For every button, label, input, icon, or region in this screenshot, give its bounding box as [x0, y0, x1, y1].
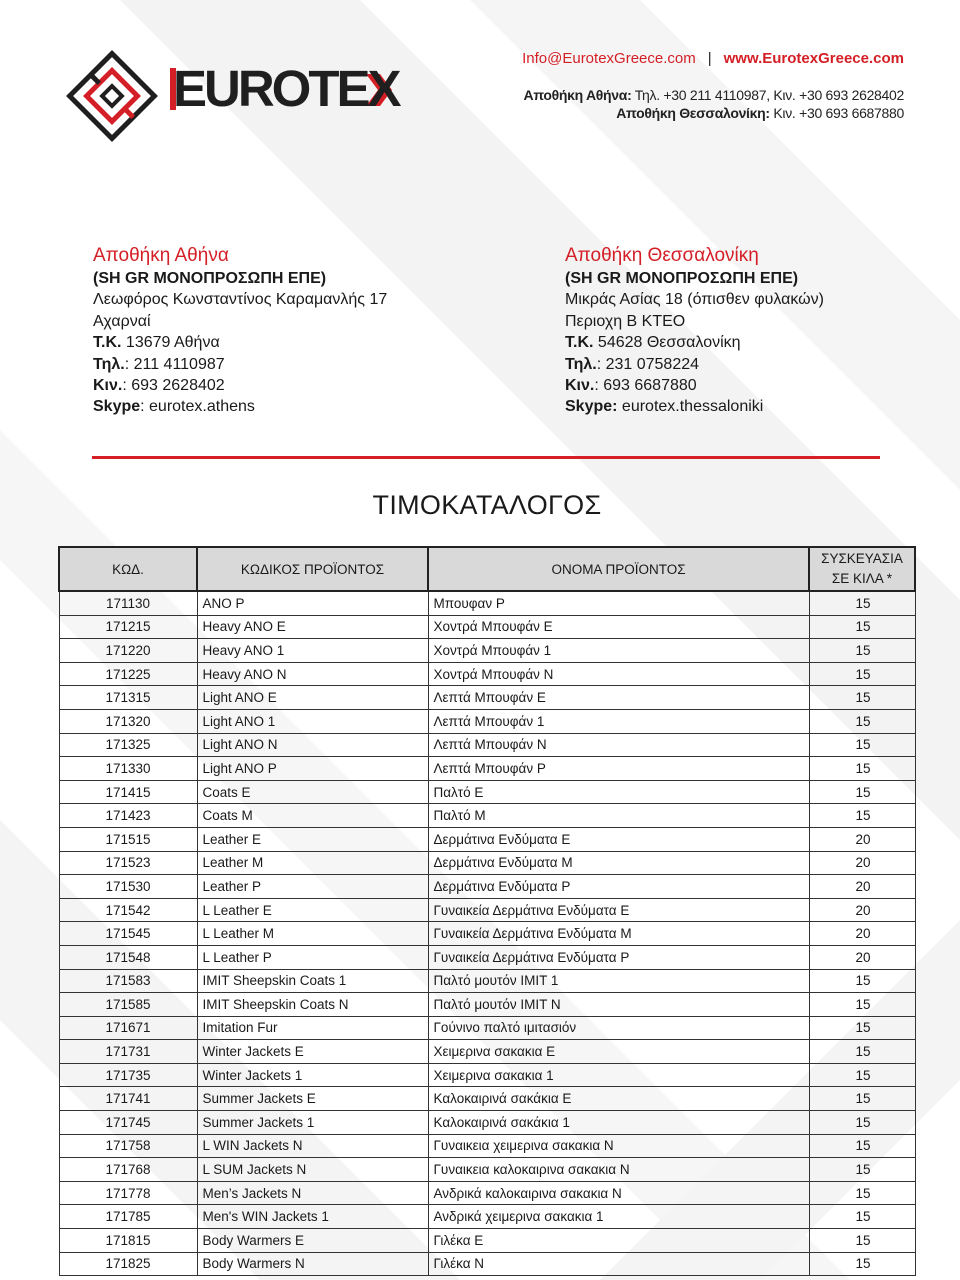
table-row	[59, 709, 915, 733]
cell-packaging: 15	[809, 1252, 915, 1276]
cell-product-id: Leather E	[197, 827, 428, 851]
table-row	[59, 922, 915, 946]
table-row	[59, 827, 915, 851]
thess-mob-label: Κιν.	[565, 377, 595, 395]
contact-web-line	[522, 50, 904, 67]
cell-product-name: Γυναικεία Δερμάτινα Ενδύματα P	[428, 945, 809, 969]
cell-code: 171785	[59, 1205, 197, 1229]
cell-product-name: Χειμερινα σακακια 1	[428, 1063, 809, 1087]
cell-code: 171768	[59, 1158, 197, 1182]
table-row	[59, 851, 915, 875]
cell-code: 171515	[59, 827, 197, 851]
cell-product-name: Παλτό E	[428, 780, 809, 804]
cell-product-id: ANO P	[197, 591, 428, 615]
cell-product-name: Γυναικεια καλοκαιρινα σακακια N	[428, 1158, 809, 1182]
cell-product-name: Δερμάτινα Ενδύματα E	[428, 827, 809, 851]
athens-company: (SH GR ΜΟΝΟΠΡΟΣΩΠΗ ΕΠΕ)	[93, 270, 327, 287]
cell-packaging: 20	[809, 875, 915, 899]
cell-packaging: 15	[809, 639, 915, 663]
cell-product-name: Λεπτά Μπουφάν E	[428, 686, 809, 710]
cell-product-name: Λεπτά Μπουφάν 1	[428, 709, 809, 733]
header-product-id: ΚΩΔΙΚΟΣ ΠΡΟΪΟΝΤΟΣ	[197, 547, 428, 591]
table-row	[59, 804, 915, 828]
cell-code: 171415	[59, 780, 197, 804]
cell-product-id: L SUM Jackets N	[197, 1158, 428, 1182]
cell-product-id: L Leather M	[197, 922, 428, 946]
table-row	[59, 1252, 915, 1276]
cell-product-id: Summer Jackets 1	[197, 1111, 428, 1135]
cell-product-id: Light ANO P	[197, 757, 428, 781]
thess-tel: : 231 0758224	[596, 355, 700, 373]
cell-packaging: 15	[809, 686, 915, 710]
cell-packaging: 15	[809, 757, 915, 781]
athens-phones: Τηλ. +30 211 4110987, Κιν. +30 693 2628402	[634, 87, 904, 103]
cell-product-id: L Leather P	[197, 945, 428, 969]
table-row	[59, 1063, 915, 1087]
cell-product-id: Men’s Jackets N	[197, 1181, 428, 1205]
email-link[interactable]: Info@EurotexGreece.com	[522, 50, 696, 67]
table-row	[59, 898, 915, 922]
cell-code: 171530	[59, 875, 197, 899]
cell-code: 171758	[59, 1134, 197, 1158]
cell-product-id: L WIN Jackets N	[197, 1134, 428, 1158]
cell-product-id: L Leather E	[197, 898, 428, 922]
cell-code: 171523	[59, 851, 197, 875]
cell-packaging: 20	[809, 945, 915, 969]
table-row	[59, 969, 915, 993]
page-title: ΤΙΜΟΚΑΤΑΛΟΓΟΣ	[372, 490, 602, 520]
table-row	[59, 875, 915, 899]
cell-product-name: Γούνινο παλτό ιμιτασιόν	[428, 1016, 809, 1040]
cell-product-name: Γυναικεία Δερμάτινα Ενδύματα E	[428, 898, 809, 922]
header-packaging	[809, 547, 915, 591]
athens-area: Αχαρναί	[93, 312, 151, 330]
thess-phone-line	[522, 105, 904, 121]
cell-code: 171315	[59, 686, 197, 710]
thess-tel-label: Τηλ.	[565, 355, 597, 373]
cell-product-id: Heavy ANO N	[197, 662, 428, 686]
athens-tel-label: Τηλ.	[93, 355, 125, 373]
cell-product-name: Λεπτά Μπουφάν N	[428, 733, 809, 757]
cell-product-id: Body Warmers N	[197, 1252, 428, 1276]
cell-code: 171325	[59, 733, 197, 757]
cell-product-name: Ανδρικά καλοκαιρινα σακακια N	[428, 1181, 809, 1205]
cell-code: 171825	[59, 1252, 197, 1276]
cell-product-id: Winter Jackets E	[197, 1040, 428, 1064]
table-row	[59, 993, 915, 1017]
cell-code: 171215	[59, 615, 197, 639]
cell-packaging: 15	[809, 969, 915, 993]
cell-packaging: 15	[809, 1040, 915, 1064]
cell-product-id: Coats M	[197, 804, 428, 828]
table-row	[59, 686, 915, 710]
cell-product-id: Summer Jackets E	[197, 1087, 428, 1111]
athens-zip: 13679 Αθήνα	[121, 334, 220, 352]
table-row	[59, 1181, 915, 1205]
cell-product-id: Coats E	[197, 780, 428, 804]
cell-product-id: IMIT Sheepskin Coats N	[197, 993, 428, 1017]
cell-product-id: Body Warmers E	[197, 1229, 428, 1253]
cell-product-id: Leather M	[197, 851, 428, 875]
cell-product-id: Light ANO N	[197, 733, 428, 757]
contact-block	[522, 50, 904, 121]
table-row	[59, 1134, 915, 1158]
cell-packaging: 15	[809, 615, 915, 639]
cell-product-id: Imitation Fur	[197, 1016, 428, 1040]
cell-product-name: Χοντρά Μπουφάν 1	[428, 639, 809, 663]
athens-skype-label: Skype	[93, 398, 141, 416]
cell-packaging: 15	[809, 1205, 915, 1229]
header-code: ΚΩΔ.	[59, 547, 197, 591]
cell-product-name: Δερμάτινα Ενδύματα P	[428, 875, 809, 899]
athens-mob-label: Κιν.	[93, 377, 123, 395]
cell-product-name: Γιλέκα E	[428, 1229, 809, 1253]
cell-product-id: Men's WIN Jackets 1	[197, 1205, 428, 1229]
cell-product-name: Καλοκαιρινά σακάκια E	[428, 1087, 809, 1111]
cell-code: 171778	[59, 1181, 197, 1205]
cell-code: 171731	[59, 1040, 197, 1064]
cell-packaging: 20	[809, 851, 915, 875]
cell-code: 171423	[59, 804, 197, 828]
table-row	[59, 1158, 915, 1182]
table-row	[59, 639, 915, 663]
athens-mob: : 693 2628402	[122, 377, 225, 395]
cell-product-name: Γυναικεια χειμερινα σακακια N	[428, 1134, 809, 1158]
thess-area: Περιοχη Β ΚΤΕΟ	[565, 312, 686, 330]
brand-name: EUROTEX	[173, 60, 399, 117]
cell-product-name: Δερμάτινα Ενδύματα M	[428, 851, 809, 875]
cell-product-id: Heavy ANO 1	[197, 639, 428, 663]
red-divider	[92, 456, 880, 459]
cell-code: 171225	[59, 662, 197, 686]
cell-code: 171130	[59, 591, 197, 615]
cell-product-name: Γυναικεία Δερμάτινα Ενδύματα M	[428, 922, 809, 946]
website-link[interactable]: www.EurotexGreece.com	[723, 50, 904, 67]
cell-product-id: Heavy ANO E	[197, 615, 428, 639]
cell-packaging: 20	[809, 898, 915, 922]
cell-code: 171815	[59, 1229, 197, 1253]
athens-tel: : 211 4110987	[124, 355, 225, 373]
table-header-row	[59, 547, 915, 591]
cell-packaging: 20	[809, 827, 915, 851]
athens-title: Αποθήκη Αθήνα	[93, 245, 229, 266]
thessaloniki-address	[565, 244, 824, 418]
cell-product-name: Μπουφαν P	[428, 591, 809, 615]
thess-street: Μικράς Ασίας 18 (όπισθεν φυλακών)	[565, 291, 824, 309]
cell-packaging: 15	[809, 591, 915, 615]
cell-product-name: Γιλέκα N	[428, 1252, 809, 1276]
header-pack-line1: ΣΥΣΚΕΥΑΣΙΑ	[821, 551, 903, 566]
cell-packaging: 15	[809, 709, 915, 733]
athens-street: Λεωφόρος Κωνσταντίνος Καραμανλής 17	[93, 291, 388, 309]
cell-product-name: Ανδρικά χειμερινα σακακια 1	[428, 1205, 809, 1229]
cell-packaging: 15	[809, 804, 915, 828]
table-row	[59, 1087, 915, 1111]
cell-packaging: 15	[809, 1181, 915, 1205]
price-table	[58, 546, 916, 1276]
thess-title: Αποθήκη Θεσσαλονίκη	[565, 245, 759, 266]
table-row	[59, 1111, 915, 1135]
table-row	[59, 662, 915, 686]
table-row	[59, 733, 915, 757]
cell-product-name: Χοντρά Μπουφάν E	[428, 615, 809, 639]
table-row	[59, 591, 915, 615]
cell-packaging: 15	[809, 780, 915, 804]
cell-product-id: Light ANO E	[197, 686, 428, 710]
cell-product-name: Παλτό μουτόν IMIT 1	[428, 969, 809, 993]
athens-address	[93, 244, 387, 418]
cell-code: 171741	[59, 1087, 197, 1111]
cell-code: 171330	[59, 757, 197, 781]
thess-skype: eurotex.thessaloniki	[617, 398, 764, 416]
cell-packaging: 15	[809, 1087, 915, 1111]
cell-packaging: 15	[809, 662, 915, 686]
cell-product-id: Winter Jackets 1	[197, 1063, 428, 1087]
thess-mob: : 693 6687880	[594, 377, 697, 395]
table-row	[59, 1016, 915, 1040]
cell-packaging: 15	[809, 1158, 915, 1182]
separator: |	[707, 50, 712, 67]
athens-zip-label: Τ.Κ.	[93, 334, 122, 352]
cell-code: 171320	[59, 709, 197, 733]
table-row	[59, 1040, 915, 1064]
cell-product-name: Χοντρά Μπουφάν N	[428, 662, 809, 686]
cell-packaging: 15	[809, 733, 915, 757]
cell-packaging: 15	[809, 1063, 915, 1087]
header-pack-line2: ΣΕ ΚΙΛΑ *	[831, 571, 893, 586]
cell-product-name: Καλοκαιρινά σακάκια 1	[428, 1111, 809, 1135]
table-row	[59, 945, 915, 969]
cell-product-id: Leather P	[197, 875, 428, 899]
table-row	[59, 615, 915, 639]
cell-code: 171745	[59, 1111, 197, 1135]
thess-company: (SH GR ΜΟΝΟΠΡΟΣΩΠΗ ΕΠΕ)	[565, 270, 799, 287]
athens-skype: : eurotex.athens	[140, 398, 255, 416]
cell-code: 171583	[59, 969, 197, 993]
cell-packaging: 15	[809, 993, 915, 1017]
cell-code: 171671	[59, 1016, 197, 1040]
cell-product-name: Παλτό μουτόν IMIT N	[428, 993, 809, 1017]
thess-zip-label: Τ.Κ.	[565, 334, 594, 352]
cell-packaging: 15	[809, 1134, 915, 1158]
table-row	[59, 1205, 915, 1229]
header-product-name: ΟΝΟΜΑ ΠΡΟΪΟΝΤΟΣ	[428, 547, 809, 591]
cell-code: 171585	[59, 993, 197, 1017]
cell-product-id: IMIT Sheepskin Coats 1	[197, 969, 428, 993]
cell-packaging: 15	[809, 1016, 915, 1040]
cell-product-name: Λεπτά Μπουφάν P	[428, 757, 809, 781]
cell-product-id: Light ANO 1	[197, 709, 428, 733]
cell-code: 171545	[59, 922, 197, 946]
thess-skype-label: Skype:	[565, 398, 618, 416]
cell-code: 171220	[59, 639, 197, 663]
cell-packaging: 15	[809, 1111, 915, 1135]
table-row	[59, 757, 915, 781]
cell-code: 171548	[59, 945, 197, 969]
athens-phone-label: Αποθήκη Αθήνα:	[523, 87, 632, 103]
table-row	[59, 1229, 915, 1253]
cell-code: 171542	[59, 898, 197, 922]
cell-code: 171735	[59, 1063, 197, 1087]
athens-phone-line	[522, 87, 904, 103]
table-row	[59, 780, 915, 804]
cell-product-name: Χειμερινα σακακια E	[428, 1040, 809, 1064]
thess-zip: 54628 Θεσσαλονίκη	[593, 334, 741, 352]
cell-packaging: 20	[809, 922, 915, 946]
cell-packaging: 15	[809, 1229, 915, 1253]
thess-phones: Κιν. +30 693 6687880	[773, 105, 904, 121]
thess-phone-label: Αποθήκη Θεσσαλονίκη:	[616, 105, 770, 121]
cell-product-name: Παλτό M	[428, 804, 809, 828]
